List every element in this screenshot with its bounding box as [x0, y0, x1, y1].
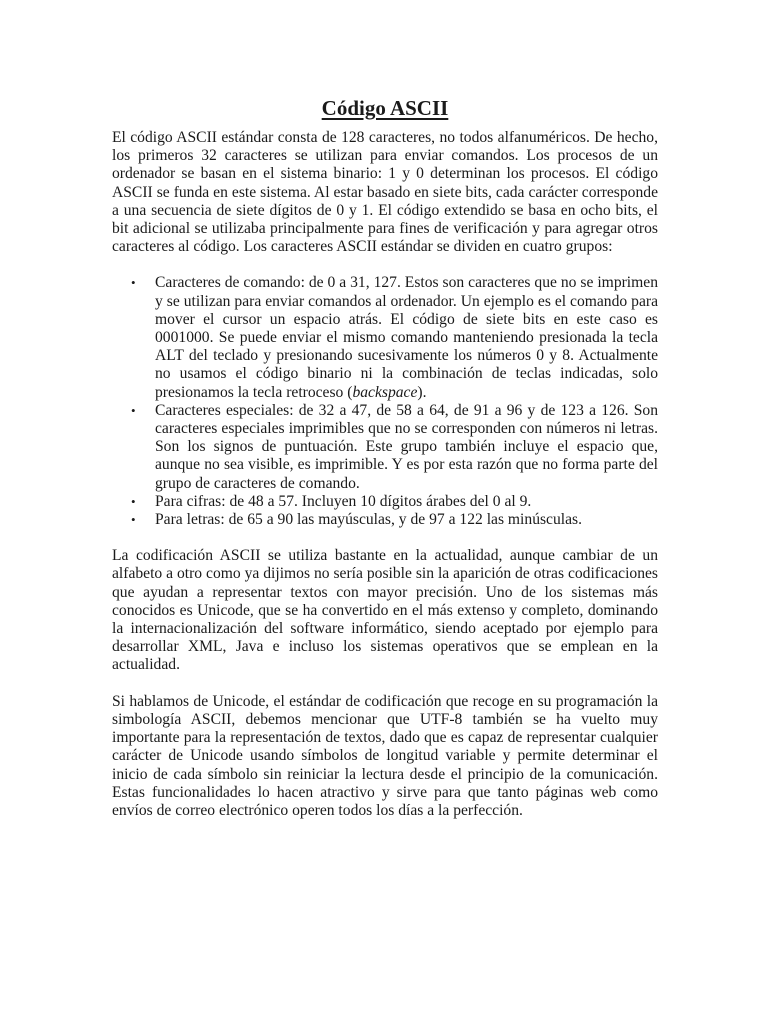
bullet-icon: • — [131, 275, 136, 291]
list-item — [131, 274, 658, 401]
page-title: Código ASCII — [321, 96, 449, 120]
list-item — [131, 492, 658, 511]
list-item — [131, 511, 658, 529]
list-item-text: Para cifras: de 48 a 57. Incluyen 10 dígitos árabes del 0 al 9. — [155, 492, 532, 510]
list-item-text: Para letras: de 65 a 90 las mayúsculas, y de 97 a 122 las minúsculas. — [155, 511, 582, 529]
list-item-emphasis: backspace — [352, 383, 418, 401]
utf8-paragraph: Si hablamos de Unicode, el estándar de codificación que recoge en su programación la simbología ASCII, debemos mencionar que UTF-8 también se ha vuelto muy importante para la representación de textos, dado que es capaz de representar cualquier carácter de Unicode usando símbolos de longitud variable y permite determinar el inicio de cada símbolo sin reiniciar la lectura desde el principio de la comunicación. Estas funcionalidades lo hacen atractivo y sirve para que tanto páginas web como envíos de correo electrónico operen todos los días a la perfección. — [112, 692, 658, 819]
bullet-icon: • — [131, 493, 136, 509]
unicode-paragraph: La codificación ASCII se utiliza bastante en la actualidad, aunque cambiar de un alfabeto a otro como ya dijimos no sería posible sin la aparición de otras codificaciones que ayudan a representar textos con mayor precisión. Uno de los sistemas más conocidos es Unicode, que se ha convertido en el más extenso y completo, dominando la internacionalización del software informático, siendo aceptado por ejemplo para desarrollar XML, Java e incluso los sistemas operativos que se emplean en la actualidad. — [112, 547, 658, 674]
character-groups-list — [112, 274, 658, 529]
intro-paragraph: El código ASCII estándar consta de 128 caracteres, no todos alfanuméricos. De hecho, los primeros 32 caracteres se utilizan para enviar comandos. Los procesos de un ordenador se basan en el sistema binario: 1 y 0 determinan los procesos. El código ASCII se funda en este sistema. Al estar basado en siete bits, cada carácter corresponde a una secuencia de siete dígitos de 0 y 1. El código extendido se basa en ocho bits, el bit adicional se utilizaba principalmente para fines de verificación y para agregar otros caracteres al código. Los caracteres ASCII estándar se dividen en cuatro grupos: — [112, 129, 658, 256]
list-item-text: Caracteres de comando: de 0 a 31, 127. Estos son caracteres que no se imprimen y se utilizan para enviar comandos al ordenador. Un ejemplo es el comando para mover el cursor un espacio atrás. El código de siete bits en este caso es 0001000. Se puede enviar el mismo comando manteniendo presionada la tecla ALT del teclado y presionando sucesivamente los números 0 y 8. Actualmente no usamos el código binario ni la combinación de teclas indicadas, solo presionamos la tecla retroceso ( — [155, 274, 658, 401]
list-item-text: Caracteres especiales: de 32 a 47, de 58 a 64, de 91 a 96 y de 123 a 126. Son caracteres especiales imprimibles que no se corresponden con números ni letras. Son los signos de puntuación. Este grupo también incluye el espacio que, aunque no sea visible, es imprimible. Y es por esta razón que no forma parte del grupo de caracteres de comando. — [155, 401, 658, 492]
list-item-suffix: ). — [417, 383, 427, 401]
bullet-icon: • — [131, 512, 136, 528]
bullet-icon: • — [131, 402, 136, 418]
list-item — [131, 401, 658, 493]
document-page — [112, 93, 658, 820]
